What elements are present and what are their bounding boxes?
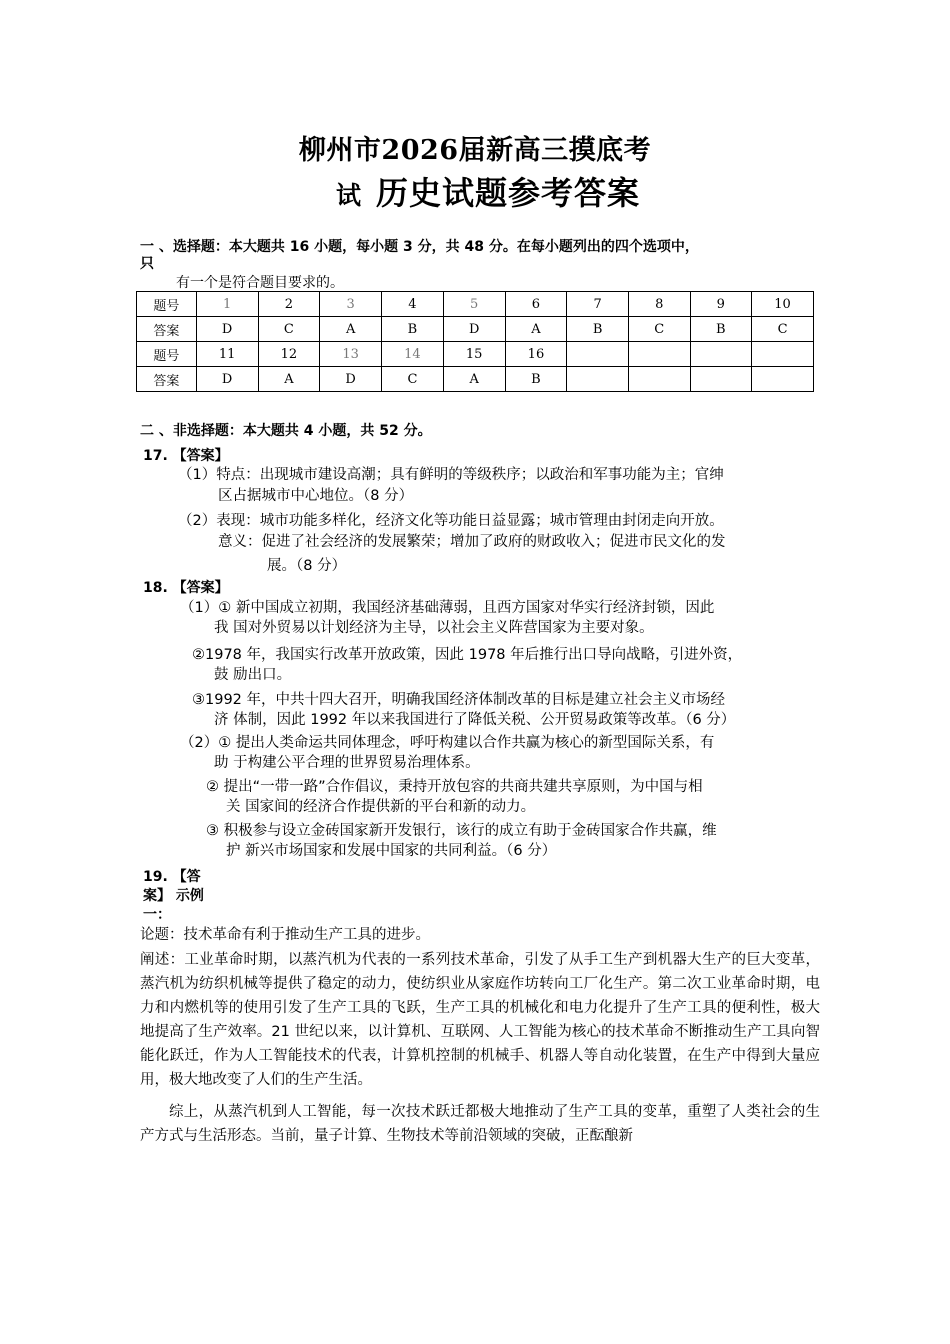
- q19-thesis: 论题：技术革命有利于推动生产工具的进步。: [140, 927, 430, 943]
- answer-cell: B: [505, 367, 567, 392]
- answer-cell: D: [196, 317, 258, 342]
- document-title-line1: 柳州市2026届新高三摸底考: [298, 135, 652, 166]
- question-number-cell: 15: [443, 342, 505, 367]
- answer-cell: A: [505, 317, 567, 342]
- q19-label-line2: 案】 示例: [143, 888, 204, 904]
- q18-p3-line1: ③1992 年，中共十四大召开，明确我国经济体制改革的目标是建立社会主义市场经: [192, 692, 726, 708]
- empty-cell: [690, 367, 752, 392]
- question-number-cell: 13: [320, 342, 382, 367]
- answer-cell: A: [258, 367, 320, 392]
- q17-part2-line2: 意义：促进了社会经济的发展繁荣；增加了政府的财政收入；促进市民文化的发: [218, 534, 726, 550]
- answer-label: 答案: [137, 317, 197, 342]
- question-number-cell: 2: [258, 292, 320, 317]
- q19-label: 19. 【答: [143, 869, 201, 885]
- empty-cell: [567, 342, 629, 367]
- q18-p1-line1: （1）① 新中国成立初期，我国经济基础薄弱，且西方国家对华实行经济封锁，因此: [180, 600, 715, 616]
- empty-cell: [628, 342, 690, 367]
- question-number-cell: 16: [505, 342, 567, 367]
- question-number-cell: 1: [196, 292, 258, 317]
- empty-cell: [752, 367, 814, 392]
- q18-p4-line1: （2）① 提出人类命运共同体理念，呼吁构建以合作共赢为核心的新型国际关系，有: [180, 735, 715, 751]
- q17-part1-line1: （1）特点：出现城市建设高潮；具有鲜明的等级秩序；以政治和军事功能为主；官绅: [178, 467, 724, 483]
- answer-cell: B: [690, 317, 752, 342]
- q19-summary: 综上，从蒸汽机到人工智能，每一次技术跃迁都极大地推动了生产工具的变革，重塑了人类社会的生产方式与生活形态。当前，量子计算、生物技术等前沿领域的突破，正酝酿新: [140, 1104, 820, 1144]
- table-row: [137, 367, 814, 392]
- question-number-cell: 6: [505, 292, 567, 317]
- answer-cell: B: [567, 317, 629, 342]
- section1-header-wrap: 只: [140, 256, 154, 272]
- q18-p2-line1: ②1978 年，我国实行改革开放政策，因此 1978 年后推行出口导向战略，引进外资，: [192, 647, 743, 663]
- section1-header-line2: 有一个是符合题目要求的。: [176, 275, 344, 291]
- q18-label: 18. 【答案】: [143, 580, 229, 596]
- answer-cell: D: [196, 367, 258, 392]
- answer-table: [136, 291, 814, 392]
- answer-cell: D: [443, 317, 505, 342]
- title-line2-main: 历史试题参考答案: [376, 174, 641, 212]
- empty-cell: [628, 367, 690, 392]
- q17-part2-line3: 展。（8 分）: [267, 558, 347, 574]
- question-number-cell: 12: [258, 342, 320, 367]
- q18-p6-line2: 护 新兴市场国家和发展中国家的共同利益。（6 分）: [226, 843, 557, 859]
- q18-p4-line2: 助 于构建公平合理的世界贸易治理体系。: [214, 755, 480, 771]
- section2-header: 二 、非选择题：本大题共 4 小题，共 52 分。: [140, 423, 432, 439]
- q19-body: 阐述：工业革命时期，以蒸汽机为代表的一系列技术革命，引发了从手工生产到机器大生产的巨大变革，蒸汽机为纺织机械等提供了稳定的动力，使纺织业从家庭作坊转向工厂化生产。第二次工业革命时期，电力和内燃机等的使用引发了生产工具的飞跃，生产工具的机械化和电力化提升了生产工具的便利性，极大地提高了生产效率。21 世纪以来，以计算机、互联网、人工智能为核心的技术革命不断推动生产工具向智能化跃迁，作为人工智能技术的代表，计算机控制的机械手、机器人等自动化装置，在生产中得到大量应用，极大地改变了人们的生产生活。: [140, 952, 820, 1088]
- table-row: [137, 342, 814, 367]
- q18-p5-line2: 关 国家间的经济合作提供新的平台和新的动力。: [226, 799, 536, 815]
- section1-header: 一 、选择题：本大题共 16 小题，每小题 3 分，共 48 分。在每小题列出的四个选项中，: [140, 239, 699, 255]
- answer-cell: C: [258, 317, 320, 342]
- q17-label: 17. 【答案】: [143, 448, 229, 464]
- empty-cell: [752, 342, 814, 367]
- q19-label-line3: 一：: [143, 907, 171, 923]
- q18-p3-line2: 济 体制，因此 1992 年以来我国进行了降低关税、公开贸易政策等改革。（6 分）: [214, 712, 736, 728]
- question-number-label: 题号: [137, 292, 197, 317]
- question-number-cell: 8: [628, 292, 690, 317]
- question-number-cell: 4: [382, 292, 444, 317]
- answer-cell: A: [320, 317, 382, 342]
- q18-p1-line2: 我 国对外贸易以计划经济为主导，以社会主义阵营国家为主要对象。: [214, 620, 654, 636]
- q18-p6-line1: ③ 积极参与设立金砖国家新开发银行，该行的成立有助于金砖国家合作共赢，维: [206, 823, 717, 839]
- answer-cell: C: [382, 367, 444, 392]
- empty-cell: [567, 367, 629, 392]
- question-number-label: 题号: [137, 342, 197, 367]
- question-number-cell: 9: [690, 292, 752, 317]
- document-title-line2: [336, 168, 640, 214]
- q18-p2-line2: 鼓 励出口。: [214, 667, 292, 683]
- table-row: [137, 292, 814, 317]
- title-line2-prefix: 试: [336, 181, 363, 210]
- answer-cell: B: [382, 317, 444, 342]
- question-number-cell: 3: [320, 292, 382, 317]
- q17-part2-line1: （2）表现：城市功能多样化，经济文化等功能日益显露；城市管理由封闭走向开放。: [178, 513, 724, 529]
- question-number-cell: 7: [567, 292, 629, 317]
- question-number-cell: 14: [382, 342, 444, 367]
- q18-p5-line1: ② 提出“一带一路”合作倡议，秉持开放包容的共商共建共享原则，为中国与相: [206, 779, 703, 795]
- table-row: [137, 317, 814, 342]
- q17-part1-line2: 区占据城市中心地位。（8 分）: [218, 488, 414, 504]
- answer-cell: D: [320, 367, 382, 392]
- answer-cell: C: [628, 317, 690, 342]
- question-number-cell: 5: [443, 292, 505, 317]
- answer-cell: C: [752, 317, 814, 342]
- empty-cell: [690, 342, 752, 367]
- question-number-cell: 10: [752, 292, 814, 317]
- answer-cell: A: [443, 367, 505, 392]
- question-number-cell: 11: [196, 342, 258, 367]
- answer-label: 答案: [137, 367, 197, 392]
